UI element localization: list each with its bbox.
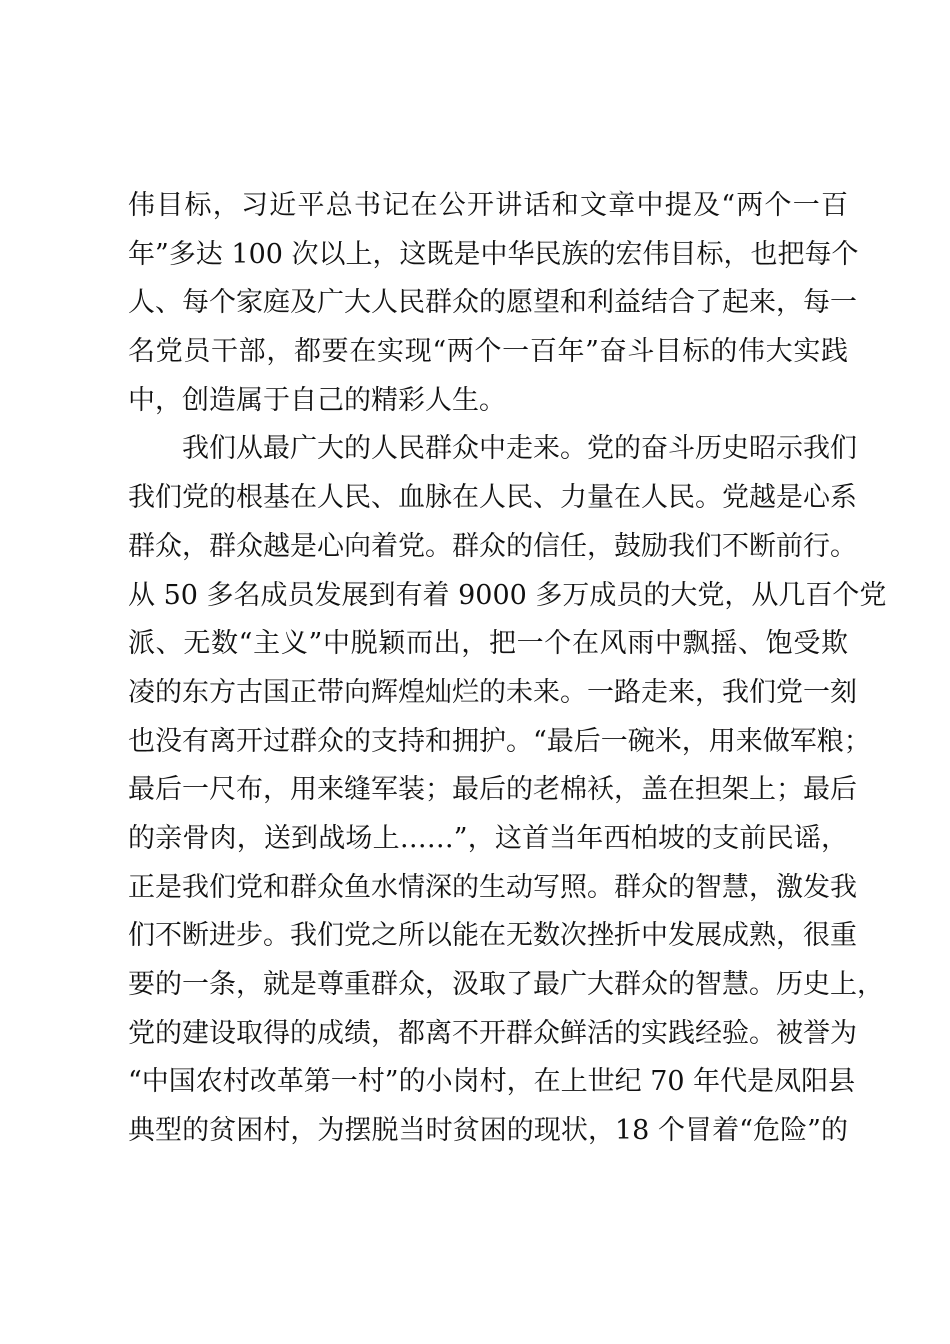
text-line: 党的建设取得的成绩，都离不开群众鲜活的实践经验。被誉为 [128,1017,857,1049]
document-body [128,182,887,1156]
text-line: “中国农村改革第一村”的小岗村，在上世纪 70 年代是凤阳县 [128,1066,856,1098]
text-line: 最后一尺布，用来缝军装；最后的老棉袄，盖在担架上；最后 [128,774,857,806]
text-line: 也没有离开过群众的支持和拥护。“最后一碗米，用来做军粮； [128,725,871,757]
text-line: 我们党的根基在人民、血脉在人民、力量在人民。党越是心系 [128,482,857,514]
text-line: 年”多达 100 次以上，这既是中华民族的宏伟目标，也把每个 [128,238,859,270]
text-line: 伟目标，习近平总书记在公开讲话和文章中提及“两个一百 [128,190,848,221]
text-line: 典型的贫困村，为摆脱当时贫困的现状，18 个冒着“危险”的 [128,1115,848,1147]
text-line: 从 50 多名成员发展到有着 9000 多万成员的大党，从几百个党 [128,579,887,611]
text-line: 人、每个家庭及广大人民群众的愿望和利益结合了起来，每一 [128,287,857,319]
text-line: 群众，群众越是心向着党。群众的信任，鼓励我们不断前行。 [128,530,857,562]
text-line: 们不断进步。我们党之所以能在无数次挫折中发展成熟，很重 [128,920,857,952]
text-line: 派、无数“主义”中脱颖而出，把一个在风雨中飘摇、饱受欺 [128,628,848,660]
text-line: 正是我们党和群众鱼水情深的生动写照。群众的智慧，激发我 [128,871,857,903]
paragraph-start-line: 我们从最广大的人民群众中走来。党的奋斗历史昭示我们 [182,433,857,465]
text-line: 要的一条，就是尊重群众，汲取了最广大群众的智慧。历史上， [128,969,884,1000]
text-line: 名党员干部，都要在实现“两个一百年”奋斗目标的伟大实践 [128,336,848,368]
text-line: 的亲骨肉，送到战场上……”，这首当年西柏坡的支前民谣， [128,822,848,854]
text-line: 中，创造属于自己的精彩人生。 [128,384,506,416]
text-line: 凌的东方古国正带向辉煌灿烂的未来。一路走来，我们党一刻 [128,676,857,708]
